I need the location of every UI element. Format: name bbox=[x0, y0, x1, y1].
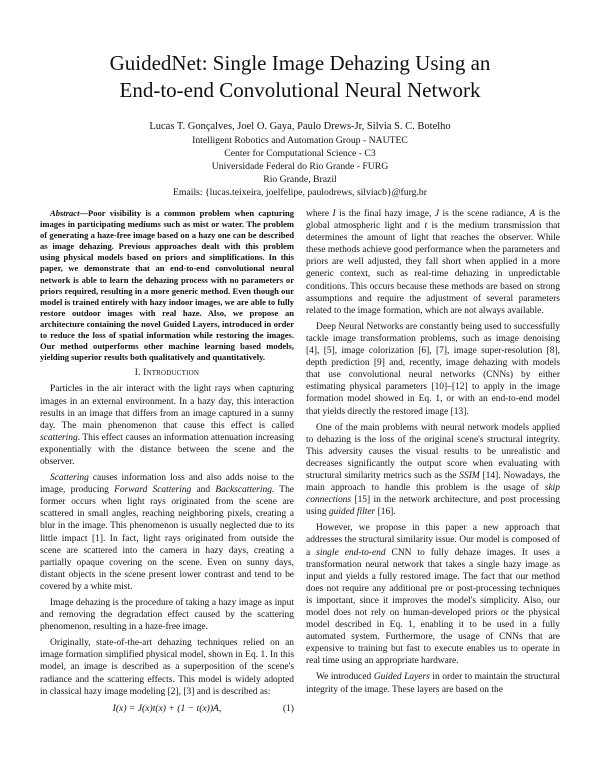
affiliation-city: Rio Grande, Brazil bbox=[263, 174, 337, 185]
text-run-italic: Scattering bbox=[50, 473, 89, 484]
intro-paragraph-4: Originally, state-of-the-art dehazing techniques relied on an image formation simplified physical model, shown in Eq. 1. In this model, an image is described as a superposition of the scene's radiance and the scattering effects. This model is widely adopted in classical hazy image modeling [2], [3] and is described as: bbox=[40, 638, 294, 697]
text-run: Particles in the air interact with the light rays when capturing images in an external environment. In a hazy day, this interaction results in an image that differs from an image captured in a sunny day. The main phenomenon that cause this effect is called bbox=[40, 384, 294, 431]
text-run: causes information loss and also adds noise to the image, producing bbox=[40, 473, 294, 496]
affiliation-center: Center for Computational Science - C3 bbox=[224, 148, 376, 159]
equation-1 bbox=[40, 702, 294, 716]
text-run: where bbox=[306, 209, 333, 219]
abstract-text: —Poor visibility is a common problem when capturing images in participating mediums such as mist or water. The problem of generating a haze-free image based on a hazy one can be described as image dehazing. Previous approaches dealt with this problem using physical models based on priors and simplifications. In this paper, we demonstrate that an end-to-end convolutional neural network is able to learn the dehazing process with no parameters or priors required, resulting in a more generic method. Even though our model is trained entirely with hazy indoor images, we are able to fully restore outdoor images with real haze. Also, we propose an architecture containing the novel Guided Layers, introduced in order to reduce the loss of spatial information while restoring the images. Our method outperforms other machine learning based models, yielding superior results both qualitatively and quantitatively. bbox=[40, 208, 294, 363]
text-run: However, we propose in this paper a new approach that addresses the structural similarity issue. Our model is composed of a bbox=[306, 523, 560, 558]
body-paragraph-1 bbox=[306, 208, 560, 317]
text-run: is the medium transmission that determines the amount of light that reaches the observer. While these methods achieve good performance when the parameters and priors are well adjusted, they fall short when applied in a more generic context, such as real-time dehazing in unpredictable conditions. This occurs because these methods are based on strong assumptions and require the adjustment of several parameters related to the image formation, which are not always available. bbox=[306, 221, 560, 316]
text-run: [15] in the network architecture, and post processing using bbox=[306, 495, 560, 518]
text-run: is the global atmospheric light and bbox=[306, 209, 561, 232]
body-paragraph-4 bbox=[306, 522, 560, 667]
text-run: CNN to fully dehaze images. It uses a transformation neural network that takes a single hazy image as input and yields a fully restored image. The fact that our method does not require any additional pre or post-processing techniques is important, since it improves the model's simplicity. Also, our model does not rely on human-developed priors or the physical model described in Eq. 1, enabling it to be used in a fully automated system. Furthermore, the usage of CNNs that are expensive to training but fast to execute enables us to operate in real time using an appropriate hardware. bbox=[306, 547, 560, 667]
affiliation-group: Intelligent Robotics and Automation Group - NAUTEC bbox=[192, 135, 408, 146]
text-run: We introduced bbox=[316, 672, 374, 683]
text-run: One of the main problems with neural network models applied to dehazing is the loss of the original scene's structural integrity. This adversity causes the visual results to be unrealistic and decreases significantly the output score when evaluating with structural similarity metrics such as the bbox=[306, 422, 560, 481]
body-paragraph-3 bbox=[306, 422, 560, 519]
text-run-italic: skip connections bbox=[306, 483, 560, 506]
intro-paragraph-1 bbox=[40, 383, 294, 468]
text-run: is the scene radiance, bbox=[439, 209, 530, 219]
title-line-2: End-to-end Convolutional Neural Network bbox=[119, 78, 481, 102]
text-run: [14]. Nowadays, the main approach to handle this problem is the usage of bbox=[306, 470, 560, 494]
text-run-italic: A bbox=[529, 209, 536, 219]
text-run-italic: Backscattering bbox=[215, 485, 272, 496]
text-run: [16]. bbox=[375, 507, 396, 518]
intro-paragraph-3: Image dehazing is the procedure of taking a hazy image as input and removing the degradation effect caused by the scattering phenomenon, resulting in a haze-free image. bbox=[40, 598, 294, 633]
author-names: Lucas T. Gonçalves, Joel O. Gaya, Paulo Drews-Jr, Silvia S. C. Botelho bbox=[149, 121, 451, 132]
abstract bbox=[40, 208, 294, 363]
body-paragraph-2: Deep Neural Networks are constantly being used to successfully tackle image transformation problems, such as image denoising [4], [5], image colorization [6], [7], image super-resolution [8], depth prediction [9] and, recently, image dehazing with models that use convolutional neural networks (CNNs) by either estimating physical parameters [10]–[12] to apply in the image formation model showed in Eq. 1, or with an end-to-end model that yields directly the restored image [13]. bbox=[306, 321, 560, 417]
text-run: in order to maintain the structural integrity of the image. These layers are based on the bbox=[306, 672, 560, 695]
text-run-italic: I bbox=[332, 209, 336, 219]
text-run-italic: t bbox=[424, 221, 428, 232]
text-run: is the final hazy image, bbox=[335, 209, 435, 219]
text-run-italic: scattering bbox=[40, 432, 78, 443]
right-column bbox=[306, 208, 560, 700]
equation-number: (1) bbox=[282, 702, 294, 714]
author-block bbox=[40, 120, 560, 199]
section-heading-introduction: I. Introduction bbox=[134, 368, 200, 379]
left-column bbox=[40, 208, 294, 718]
title-line-1: GuidedNet: Single Image Dehazing Using an bbox=[109, 51, 491, 75]
text-run: . This effect causes an information attenuation increasing exponentially with the distance between the scene and the observer. bbox=[40, 432, 294, 467]
text-run-italic: SSIM bbox=[459, 470, 480, 481]
text-run-italic: single end-to-end bbox=[316, 547, 386, 558]
text-run-italic: J bbox=[434, 209, 440, 219]
text-run: and bbox=[191, 485, 216, 496]
paper-title bbox=[40, 50, 560, 104]
body-paragraph-5 bbox=[306, 671, 560, 695]
abstract-lead: Abstract bbox=[50, 208, 80, 218]
text-run-italic: guided filter bbox=[328, 507, 376, 518]
text-run-italic: Forward Scattering bbox=[114, 485, 192, 496]
author-emails: Emails: {lucas.teixeira, joelfelipe, paulodrews, silviacb}@furg.br bbox=[173, 187, 427, 198]
intro-paragraph-2 bbox=[40, 472, 294, 593]
text-run-italic: Guided Layers bbox=[373, 672, 430, 683]
equation-body: I(x) = J(x)t(x) + (1 − t(x))A, bbox=[112, 702, 222, 714]
text-run: . The former occurs when light rays originated from the scene are scattered in small angles, reaching neighboring pixels, creating a blur in the image. This phenomenon is usually neglected due to its little impact [1]. In fact, light rays originated from outside the scene are scattered into the camera in hazy days, creating a partially opaque covering on the scene. Even on sunny days, distant objects in the scene present lower contrast and tend to be covered by a white mist. bbox=[40, 485, 294, 592]
affiliation-university: Universidade Federal do Rio Grande - FURG bbox=[211, 161, 389, 172]
